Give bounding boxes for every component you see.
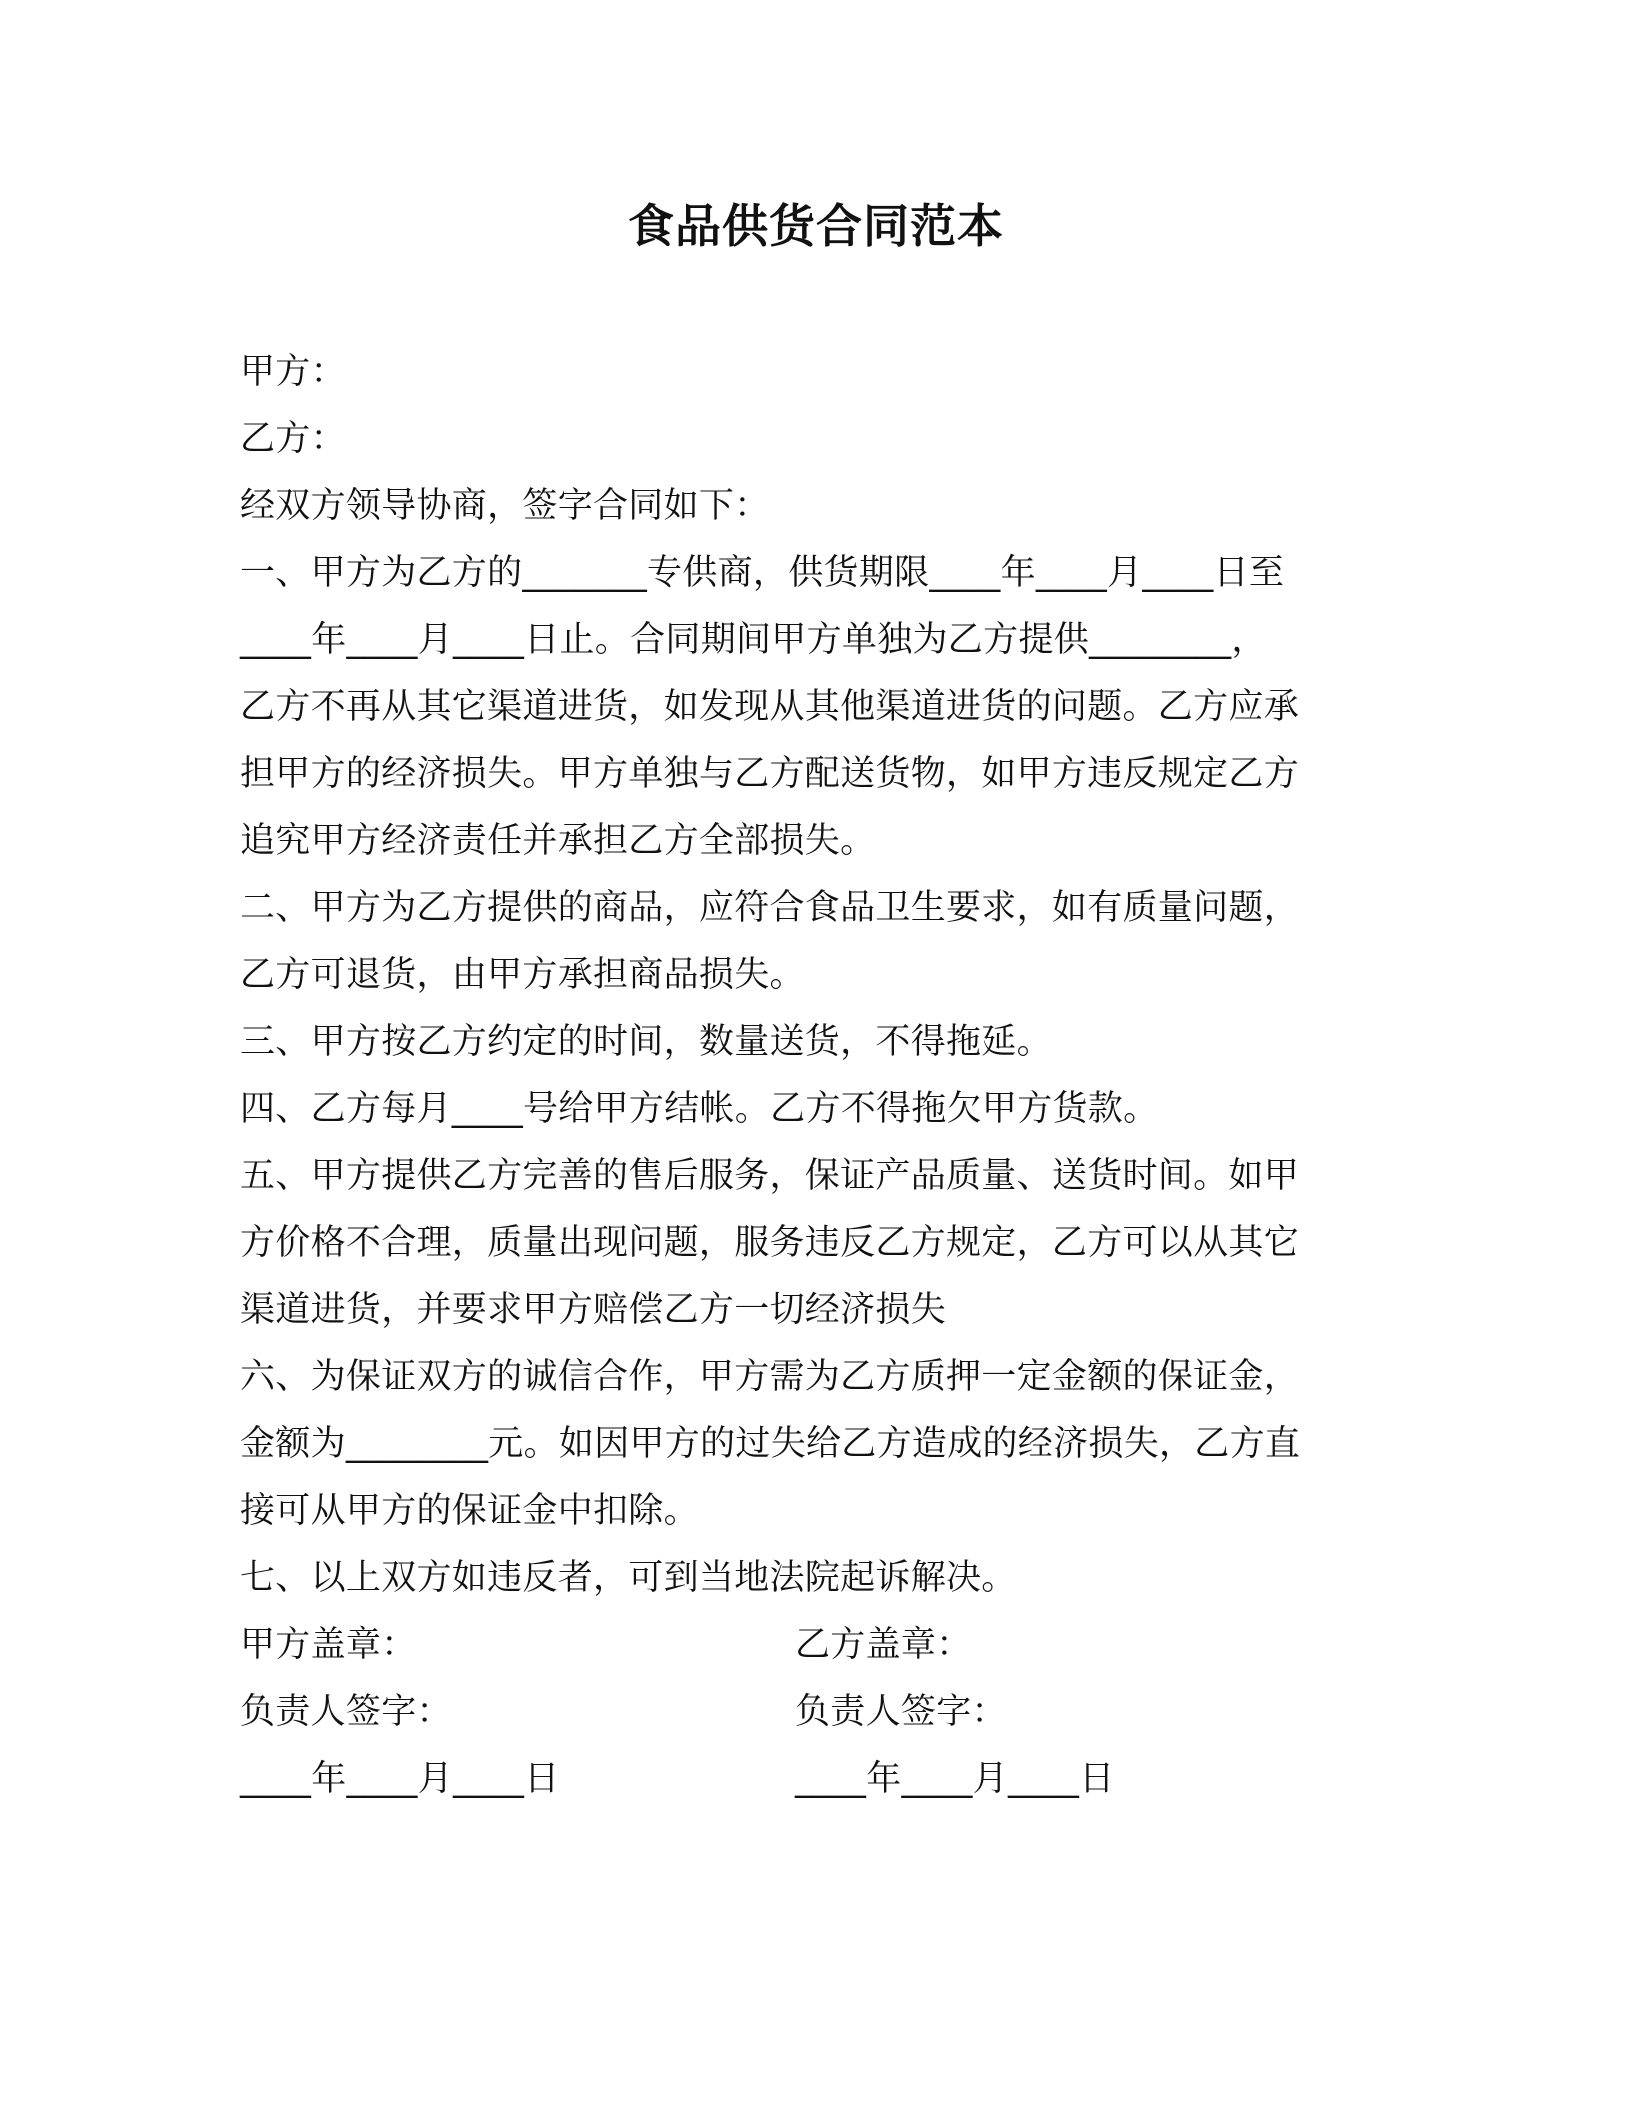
clause-1-line-4: 担甲方的经济损失。甲方单独与乙方配送货物，如甲方违反规定乙方 <box>240 754 1300 794</box>
clause-2-line-1: 二、甲方为乙方提供的商品，应符合食品卫生要求，如有质量问题， <box>240 888 1300 928</box>
clause-3-line-1: 三、甲方按乙方约定的时间，数量送货，不得拖延。 <box>240 1022 1052 1062</box>
clause-6-line-1: 六、为保证双方的诚信合作，甲方需为乙方质押一定金额的保证金， <box>240 1357 1300 1397</box>
clause-4-line-1: 四、乙方每月____号给甲方结帐。乙方不得拖欠甲方货款。 <box>240 1089 1159 1129</box>
clause-1-line-2: ____年____月____日止。合同期间甲方单独为乙方提供________， <box>240 620 1267 660</box>
date-row <box>240 1746 1390 1813</box>
clause-5-line-1: 五、甲方提供乙方完善的售后服务，保证产品质量、送货时间。如甲 <box>240 1156 1300 1196</box>
seal-row <box>240 1612 1390 1679</box>
clause-1-line-1: 一、甲方为乙方的_______专供商，供货期限____年____月____日至 <box>240 553 1285 593</box>
party-b-line: 乙方： <box>240 419 346 459</box>
clause-6-line-2: 金额为________元。如因甲方的过失给乙方造成的经济损失，乙方直 <box>240 1424 1301 1464</box>
document-title: 食品供货合同范本 <box>628 199 1004 253</box>
party-a-date: ____年____月____日 <box>240 1759 560 1799</box>
clause-7-line-1: 七、以上双方如违反者，可到当地法院起诉解决。 <box>240 1558 1017 1598</box>
clause-1-line-3: 乙方不再从其它渠道进货，如发现从其他渠道进货的问题。乙方应承 <box>240 687 1300 727</box>
clause-5-line-2: 方价格不合理，质量出现问题，服务违反乙方规定，乙方可以从其它 <box>240 1223 1300 1263</box>
preamble-line: 经双方领导协商，签字合同如下： <box>240 486 770 526</box>
party-b-date: ____年____月____日 <box>795 1759 1115 1799</box>
party-a-signer-label: 负责人签字： <box>240 1692 452 1732</box>
party-a-seal-label: 甲方盖章： <box>240 1625 417 1665</box>
clause-5-line-3: 渠道进货，并要求甲方赔偿乙方一切经济损失 <box>240 1290 947 1330</box>
contract-body <box>240 339 1390 1813</box>
clause-6-line-3: 接可从甲方的保证金中扣除。 <box>240 1491 699 1531</box>
party-b-signer-label: 负责人签字： <box>795 1692 1007 1732</box>
party-a-line: 甲方： <box>240 352 346 392</box>
party-b-seal-label: 乙方盖章： <box>795 1625 972 1665</box>
signature-row <box>240 1679 1390 1746</box>
clause-1-line-5: 追究甲方经济责任并承担乙方全部损失。 <box>240 821 876 861</box>
clause-2-line-2: 乙方可退货，由甲方承担商品损失。 <box>240 955 805 995</box>
